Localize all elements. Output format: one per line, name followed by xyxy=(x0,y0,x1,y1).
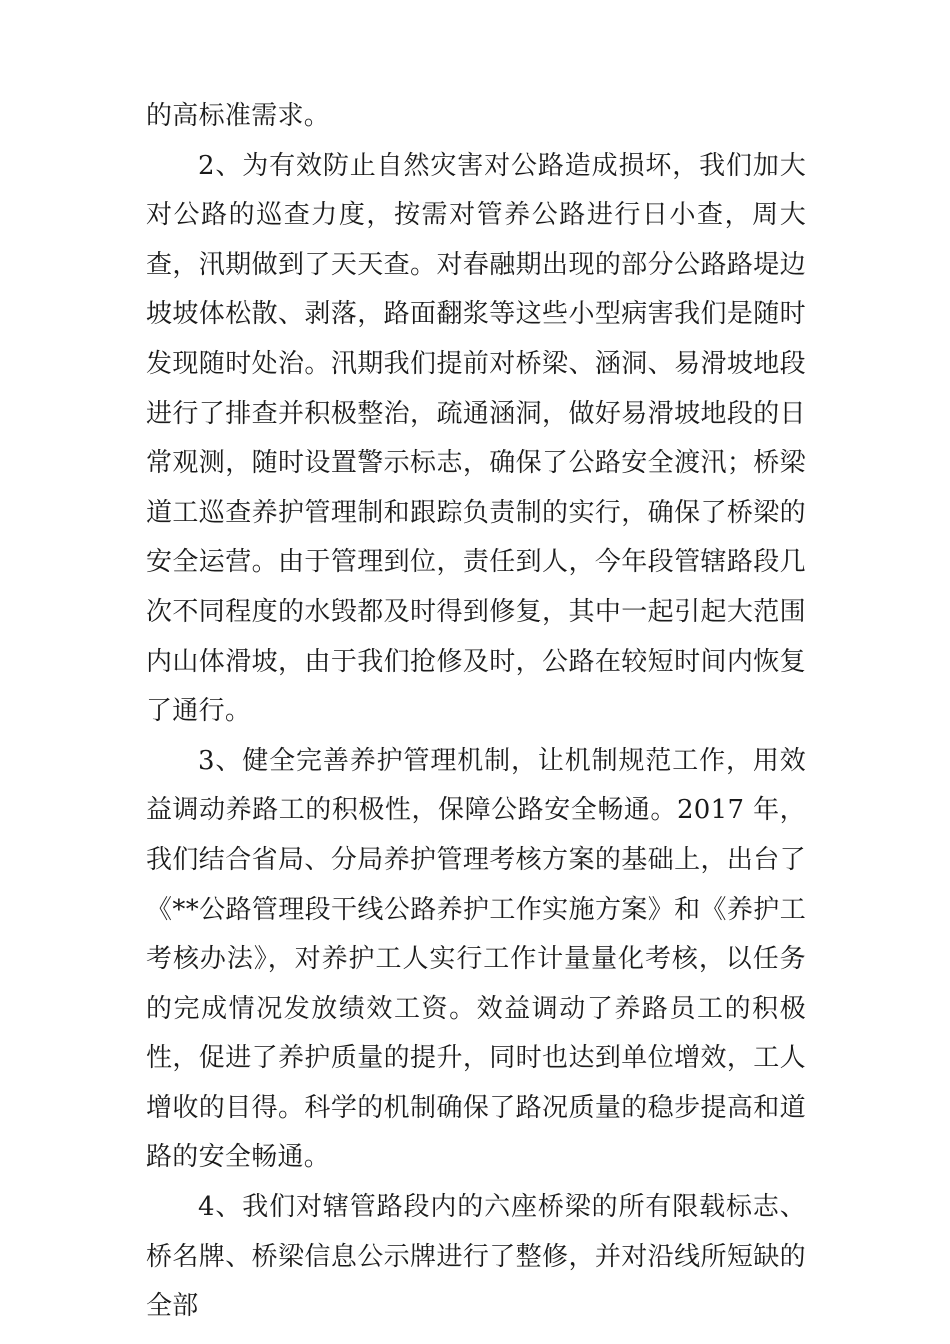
paragraph-item-3: 3、健全完善养护管理机制，让机制规范工作，用效益调动养路工的积极性，保障公路安全畅通。2017 年，我们结合省局、分局养护管理考核方案的基础上，出台了《**公路管理段干线公路养护工作实施方案》和《养护工考核办法》，对养护工人实行工作计量量化考核，以任务的完成情况发放绩效工资。效益调动了养路员工的积极性，促进了养护质量的提升，同时也达到单位增效，工人增收的目得。科学的机制确保了路况质量的稳步提高和道路的安全畅通。 xyxy=(146,745,806,1173)
document-body xyxy=(146,92,806,1332)
paragraph-item-2: 2、为有效防止自然灾害对公路造成损坏，我们加大对公路的巡查力度，按需对管养公路进行日小查，周大查，汛期做到了天天查。对春融期出现的部分公路路堤边坡坡体松散、剥落，路面翻浆等这些小型病害我们是随时发现随时处治。汛期我们提前对桥梁、涵洞、易滑坡地段进行了排查并积极整治，疏通涵洞，做好易滑坡地段的日常观测，随时设置警示标志，确保了公路安全渡汛；桥梁道工巡查养护管理制和跟踪负责制的实行，确保了桥梁的安全运营。由于管理到位，责任到人，今年段管辖路段几次不同程度的水毁都及时得到修复，其中一起引起大范围内山体滑坡，由于我们抢修及时，公路在较短时间内恢复了通行。 xyxy=(146,150,806,727)
paragraph-continuation: 的高标准需求。 xyxy=(146,101,331,131)
paragraph-item-4: 4、我们对辖管路段内的六座桥梁的所有限载标志、桥名牌、桥梁信息公示牌进行了整修，并对沿线所短缺的全部 xyxy=(146,1192,806,1322)
